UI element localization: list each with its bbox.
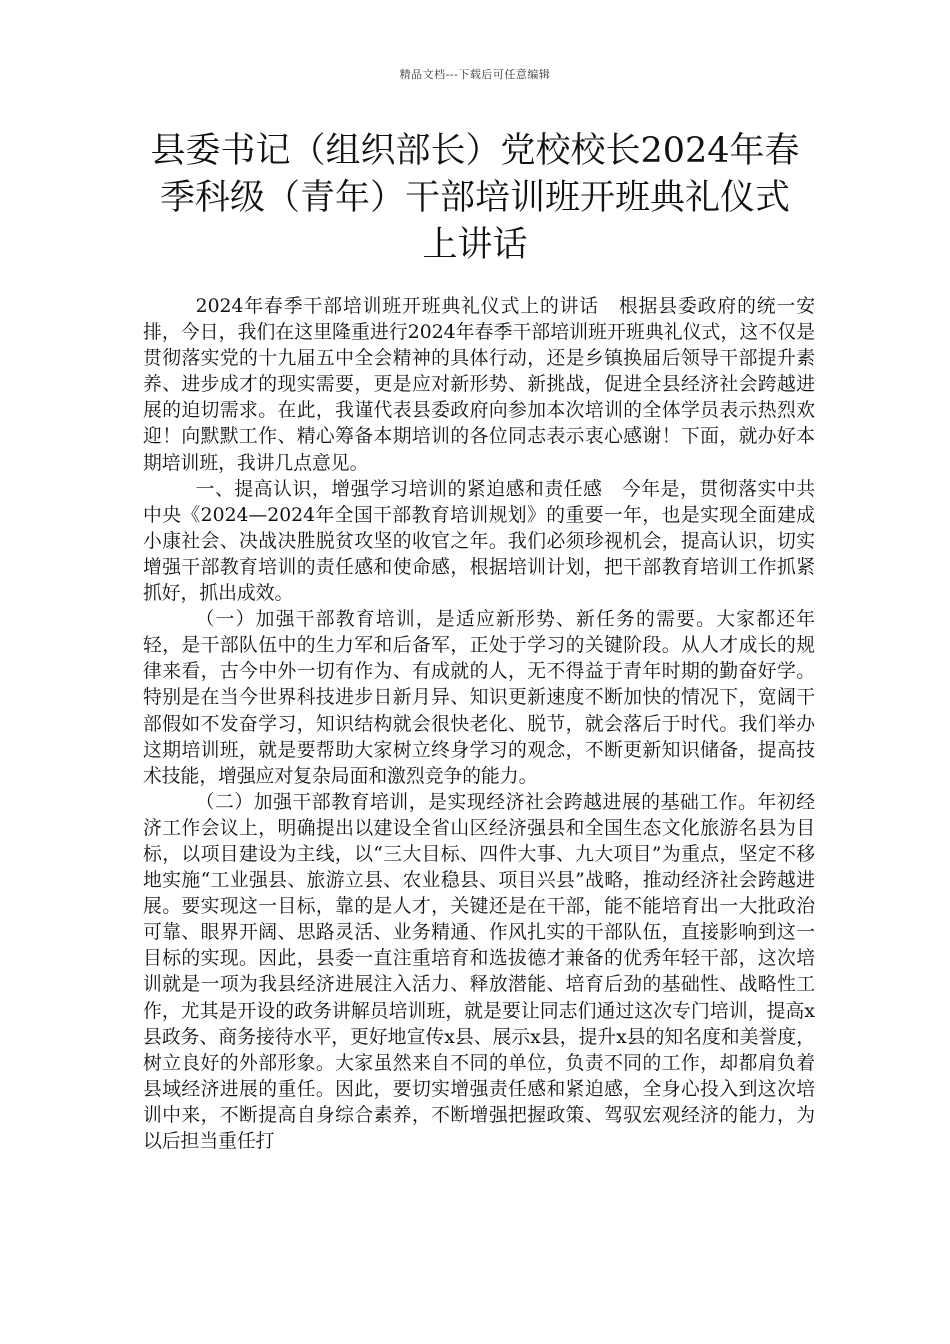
paragraph-subsection-2: （二）加强干部教育培训，是实现经济社会跨越进展的基础工作。年初经济工作会议上，明确提出以建设全省山区经济强县和全国生态文化旅游名县为目标，以项目建设为主线，以“三大目标、四件大事、九大项目”为重点，坚定不移地实施“工业强县、旅游立县、农业稳县、项目兴县”战略，推动经济社会跨越进展。要实现这一目标，靠的是人才，关键还是在干部，能不能培育出一大批政治可靠、眼界开阔、思路灵活、业务精通、作风扎实的干部队伍，直接影响到这一目标的实现。因此，县委一直注重培育和选拔德才兼备的优秀年轻干部，这次培训就是一项为我县经济进展注入活力、释放潜能、培育后劲的基础性、战略性工作，尤其是开设的政务讲解员培训班，就是要让同志们通过这次专门培训，提高x县政务、商务接待水平，更好地宣传x县、展示x县，提升x县的知名度和美誉度，树立良好的外部形象。大家虽然来自不同的单位，负责不同的工作，却都肩负着县域经济进展的重任。因此，要切实增强责任感和紧迫感，全身心投入到这次培训中来，不断提高自身综合素养，不断增强把握政策、驾驭宏观经济的能力，为以后担当重任打 <box>143 791 815 1152</box>
title-line-3: 上讲话 <box>422 225 528 265</box>
document-body <box>143 294 815 1155</box>
title-line-1: 县委书记（组织部长）党校校长2024年春 <box>150 131 800 171</box>
paragraph-section-1: 一、提高认识，增强学习培训的紧迫感和责任感 今年是，贯彻落实中共中央《2024—2024年全国干部教育培训规划》的重要一年，也是实现全面建成小康社会、决战决胜脱贫攻坚的收官之年。我们必须珍视机会，提高认识，切实增强干部教育培训的责任感和使命感，根据培训计划，把干部教育培训工作抓紧抓好，抓出成效。 <box>143 478 815 605</box>
header-note: 精品文档---下载后可任意编辑 <box>399 68 551 81</box>
paragraph-intro: 2024年春季干部培训班开班典礼仪式上的讲话 根据县委政府的统一安排，今日，我们在这里隆重进行2024年春季干部培训班开班典礼仪式，这不仅是贯彻落实党的十九届五中全会精神的具体行动，还是乡镇换届后领导干部提升素养、进步成才的现实需要，更是应对新形势、新挑战，促进全县经济社会跨越进展的迫切需求。在此，我谨代表县委政府向参加本次培训的全体学员表示热烈欢迎！向默默工作、精心筹备本期培训的各位同志表示衷心感谢！下面，就办好本期培训班，我讲几点意见。 <box>143 296 815 474</box>
title-line-2: 季科级（青年）干部培训班开班典礼仪式 <box>159 178 790 218</box>
paragraph-subsection-1: （一）加强干部教育培训，是适应新形势、新任务的需要。大家都还年轻，是干部队伍中的生力军和后备军，正处于学习的关键阶段。从人才成长的规律来看，古今中外一切有作为、有成就的人，无不得益于青年时期的勤奋好学。特别是在当今世界科技进步日新月异、知识更新速度不断加快的情况下，宽阔干部假如不发奋学习，知识结构就会很快老化、脱节，就会落后于时代。我们举办这期培训班，就是要帮助大家树立终身学习的观念，不断更新知识储备，提高技术技能，增强应对复杂局面和激烈竞争的能力。 <box>143 609 815 787</box>
document-title <box>120 128 830 269</box>
